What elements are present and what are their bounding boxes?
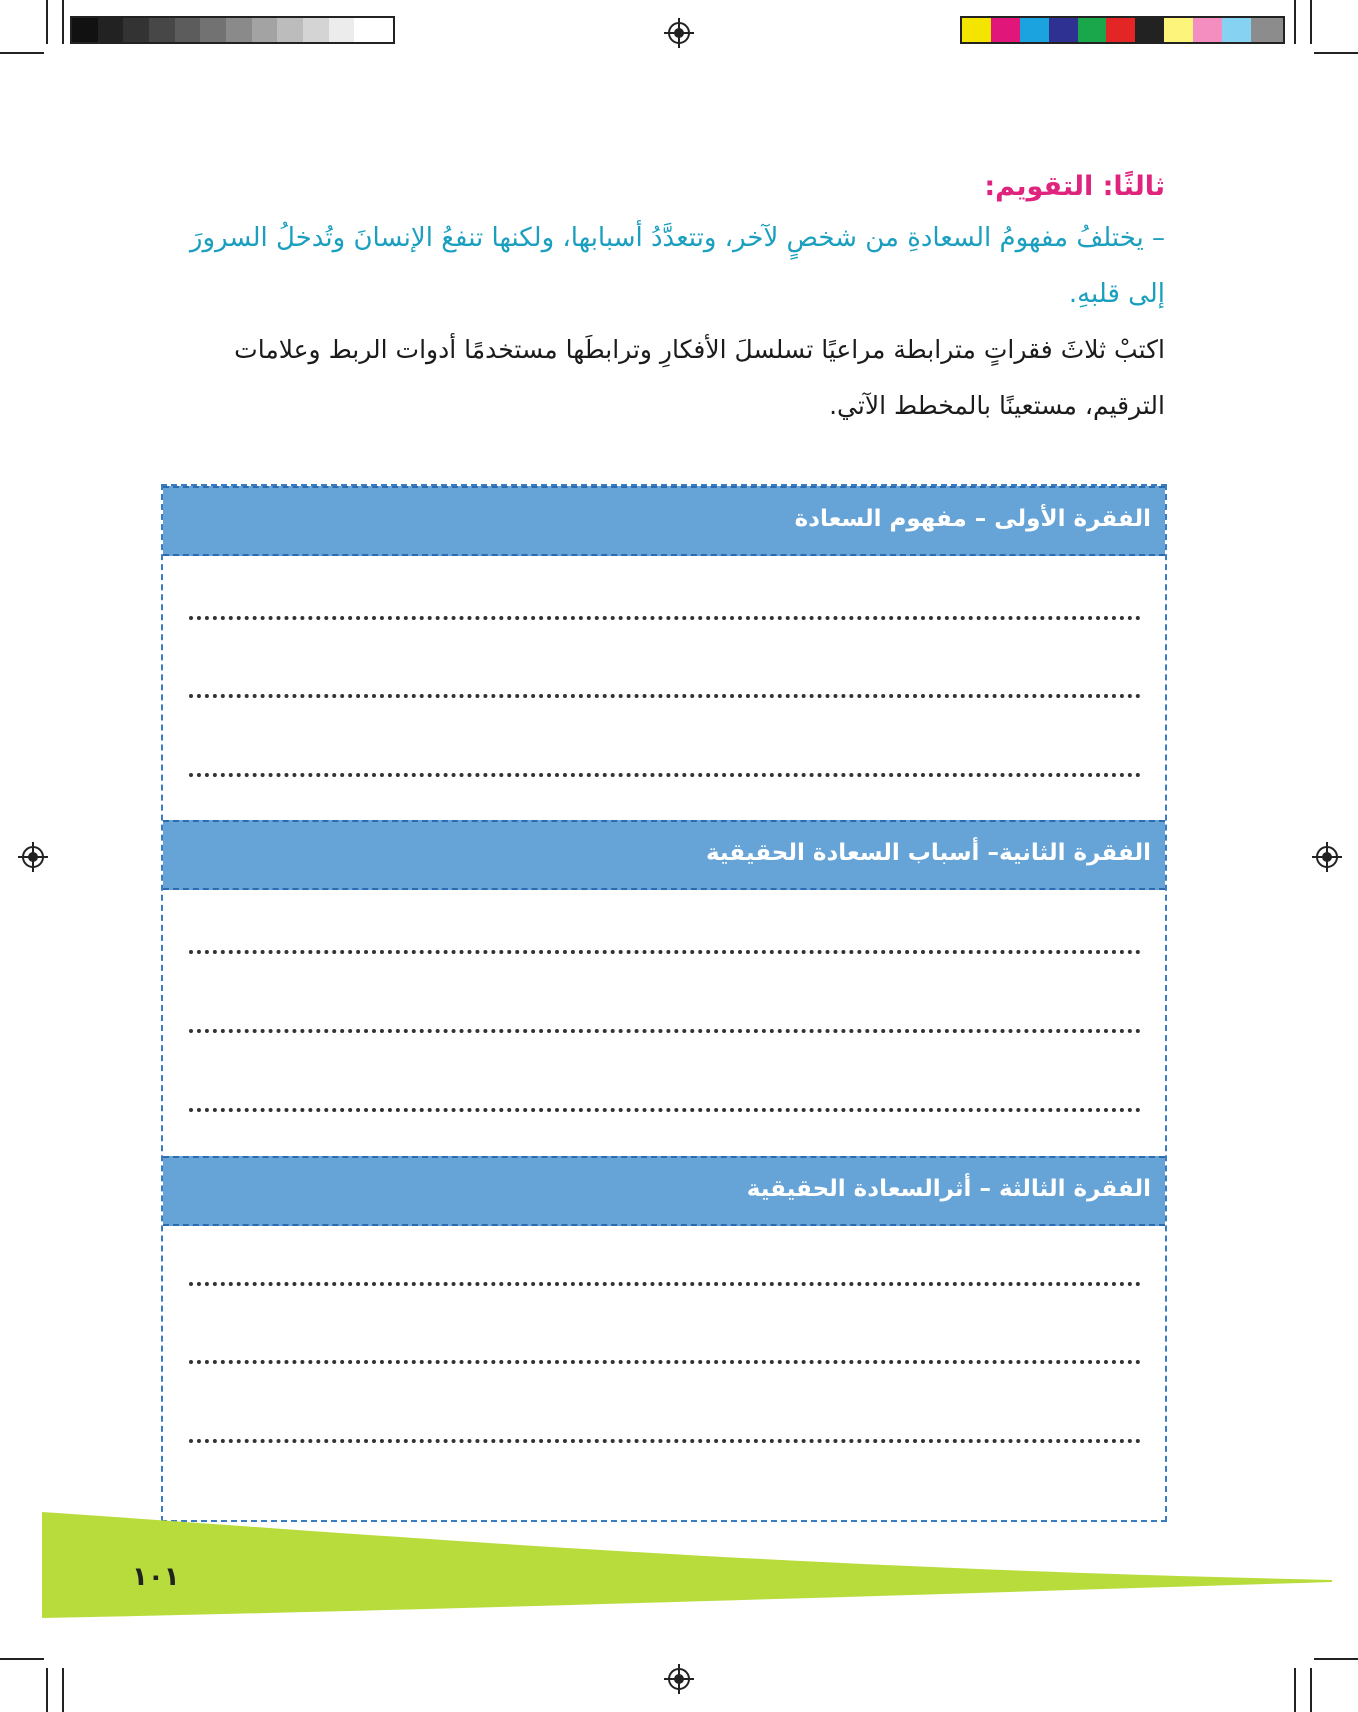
color-swatch — [1106, 18, 1135, 42]
color-swatch — [1135, 18, 1164, 42]
crop-mark — [62, 1668, 64, 1712]
writing-line[interactable] — [189, 950, 1141, 954]
color-swatch — [991, 18, 1020, 42]
color-swatch — [962, 18, 991, 42]
crop-mark — [1310, 1668, 1312, 1712]
crop-mark — [1294, 0, 1296, 44]
paragraph-1-heading: الفقرة الأولى – مفهوم السعادة — [163, 486, 1165, 556]
gray-swatch — [226, 18, 252, 42]
registration-mark-icon — [1316, 846, 1338, 868]
crop-mark — [1294, 1668, 1296, 1712]
writing-line[interactable] — [189, 1282, 1141, 1286]
registration-mark-icon — [668, 22, 690, 44]
gray-swatch — [277, 18, 303, 42]
gray-swatch — [175, 18, 201, 42]
quote-text: – يختلفُ مفهومُ السعادةِ من شخصٍ لآخر، وتتعدَّدُ أسبابها، ولكنها تنفعُ الإنسانَ وتُدخلُ السرورَ إلى قلبهِ. — [189, 223, 1165, 309]
gray-swatch — [200, 18, 226, 42]
section-title: ثالثًا: التقويم: — [984, 171, 1165, 202]
writing-line[interactable] — [189, 1029, 1141, 1033]
color-swatch — [1164, 18, 1193, 42]
gray-swatch — [354, 18, 393, 42]
color-swatch — [1222, 18, 1251, 42]
gray-swatch — [149, 18, 175, 42]
paragraph-3-heading: الفقرة الثالثة – أثرالسعادة الحقيقية — [163, 1156, 1165, 1226]
gray-swatch — [303, 18, 329, 42]
crop-mark — [1314, 52, 1358, 54]
paragraph-2-heading: الفقرة الثانية– أسباب السعادة الحقيقية — [163, 820, 1165, 890]
crop-mark — [46, 0, 48, 44]
registration-mark-icon — [22, 846, 44, 868]
color-swatch — [1193, 18, 1222, 42]
color-swatch — [1020, 18, 1049, 42]
evaluation-section — [160, 168, 1165, 434]
crop-mark — [1310, 0, 1312, 44]
color-calibration-bar — [960, 16, 1285, 44]
writing-line[interactable] — [189, 1360, 1141, 1364]
crop-mark — [1314, 1658, 1358, 1660]
crop-mark — [46, 1668, 48, 1712]
writing-line[interactable] — [189, 1439, 1141, 1443]
writing-line[interactable] — [189, 1108, 1141, 1112]
crop-mark — [0, 52, 44, 54]
writing-outline-box — [161, 484, 1167, 1522]
writing-line[interactable] — [189, 773, 1141, 777]
gray-swatch — [329, 18, 355, 42]
grayscale-calibration-bar — [70, 16, 395, 44]
crop-mark — [0, 1658, 44, 1660]
gray-swatch — [98, 18, 124, 42]
gray-swatch — [123, 18, 149, 42]
color-swatch — [1078, 18, 1107, 42]
registration-mark-icon — [668, 1668, 690, 1690]
color-swatch — [1251, 18, 1283, 42]
instruction-text: اكتبْ ثلاثَ فقراتٍ مترابطة مراعيًا تسلسلَ الأفكارِ وترابطَها مستخدمًا أدوات الربط وعلامات الترقيم، مستعينًا بالمخطط الآتي. — [234, 335, 1165, 420]
gray-swatch — [252, 18, 278, 42]
page-number: ١٠١ — [132, 1562, 180, 1592]
footer-green-band — [42, 1512, 1332, 1618]
crop-mark — [62, 0, 64, 44]
writing-line[interactable] — [189, 616, 1141, 620]
writing-line[interactable] — [189, 694, 1141, 698]
gray-swatch — [72, 18, 98, 42]
color-swatch — [1049, 18, 1078, 42]
